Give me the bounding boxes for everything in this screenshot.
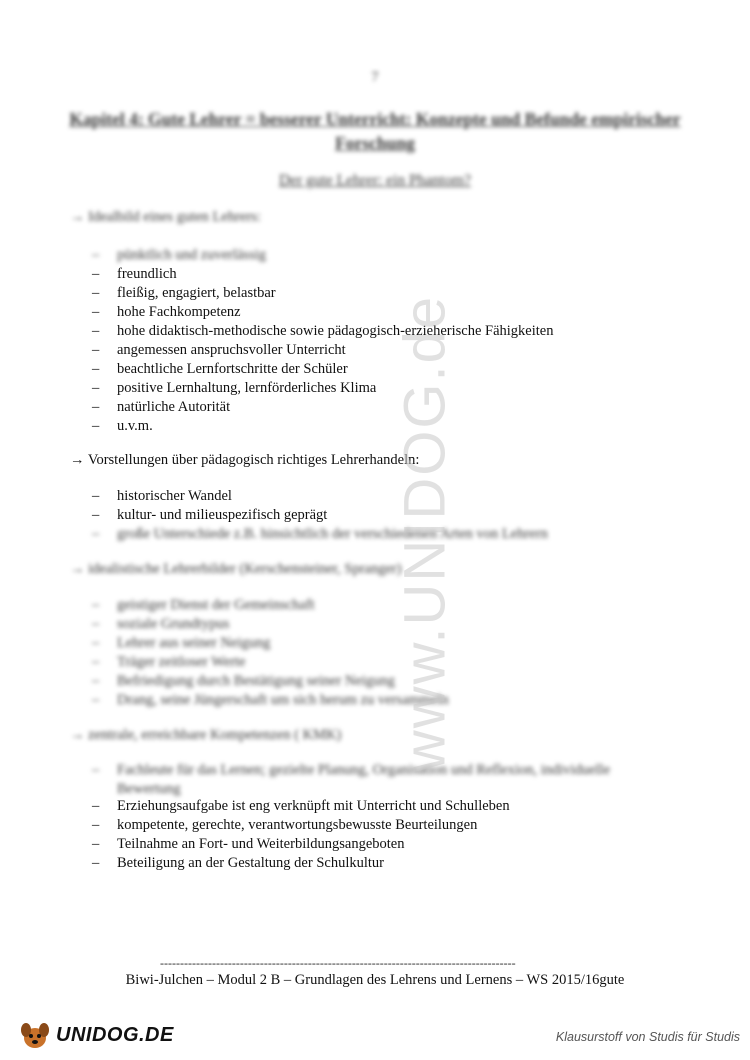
footer-divider: ----------------------------------------------------------------------------------------- (160, 956, 516, 970)
logo-text: UNIDOG.DE (56, 1023, 174, 1046)
list-item: – hohe didaktisch-methodische sowie pädagogisch-erzieherische Fähigkeiten (92, 323, 554, 339)
list-item: – positive Lernhaltung, lernförderliches Klima (92, 380, 377, 396)
list-item: – u.v.m. (92, 418, 153, 434)
footer-text: Biwi-Julchen – Modul 2 B – Grundlagen des Lehrens und Lernens – WS 2015/16gute (125, 972, 625, 988)
list-item: – große Unterschiede z.B. hinsichtlich der verschiedenen Arten von Lehrern (92, 526, 548, 542)
list-item: – Befriedigung durch Bestätigung seiner Neigung (92, 673, 395, 689)
list-item: – natürliche Autorität (92, 399, 231, 415)
list-item: – angemessen anspruchsvoller Unterricht (92, 342, 346, 358)
chapter-title: Kapitel 4: Gute Lehrer = besserer Unterricht: Konzepte und Befunde empirischer Forschung (69, 109, 681, 153)
section-heading-idealistic: → idealistische Lehrerbilder (Kerschensteiner, Spranger) (70, 561, 402, 577)
list-item: – Lehrer aus seiner Neigung (92, 635, 271, 651)
list-item: – geistiger Dienst der Gemeinschaft (92, 597, 315, 613)
list-item: – historischer Wandel (92, 488, 232, 504)
list-item: – kultur- und milieuspezifisch geprägt (92, 507, 328, 523)
list-item: – Erziehungsaufgabe ist eng verknüpft mit Unterricht und Schulleben (92, 798, 510, 814)
dog-icon (18, 1020, 52, 1050)
watermark: www.UNIDOG.de (392, 294, 458, 773)
list-item: – beachtliche Lernfortschritte der Schüler (92, 361, 348, 377)
list-item: – Drang, seine Jüngerschaft um sich herum zu versammeln (92, 692, 449, 708)
list-item: – Beteiligung an der Gestaltung der Schulkultur (92, 855, 384, 871)
page-number: 7 (371, 70, 379, 85)
list-item: – soziale Grundtypus (92, 616, 230, 632)
section-heading-ideal-teacher: → Idealbild eines guten Lehrers: (70, 209, 261, 225)
list-item: – fleißig, engagiert, belastbar (92, 285, 276, 301)
list-item: – pünktlich und zuverlässig (92, 247, 267, 263)
unidog-logo[interactable] (18, 1015, 174, 1055)
slogan: Klausurstoff von Studis für Studis (555, 1030, 740, 1044)
list-item: – freundlich (92, 266, 177, 282)
list-item: – hohe Fachkompetenz (92, 304, 241, 320)
section-heading-competencies: → zentrale, erreichbare Kompetenzen ( KMK) (70, 727, 342, 743)
list-item: – Teilnahme an Fort- und Weiterbildungsangeboten (92, 836, 405, 852)
list-item: – Fachleute für das Lernen; gezielte Planung, Organisation und Reflexion, individuelle Bewertung (92, 762, 610, 797)
section-heading-teacher-action: → Vorstellungen über pädagogisch richtiges Lehrerhandeln: (70, 452, 420, 468)
list-item: – Träger zeitloser Werte (92, 654, 246, 670)
section-subtitle: Der gute Lehrer: ein Phantom? (279, 172, 471, 189)
list-item: – kompetente, gerechte, verantwortungsbewusste Beurteilungen (92, 817, 478, 833)
